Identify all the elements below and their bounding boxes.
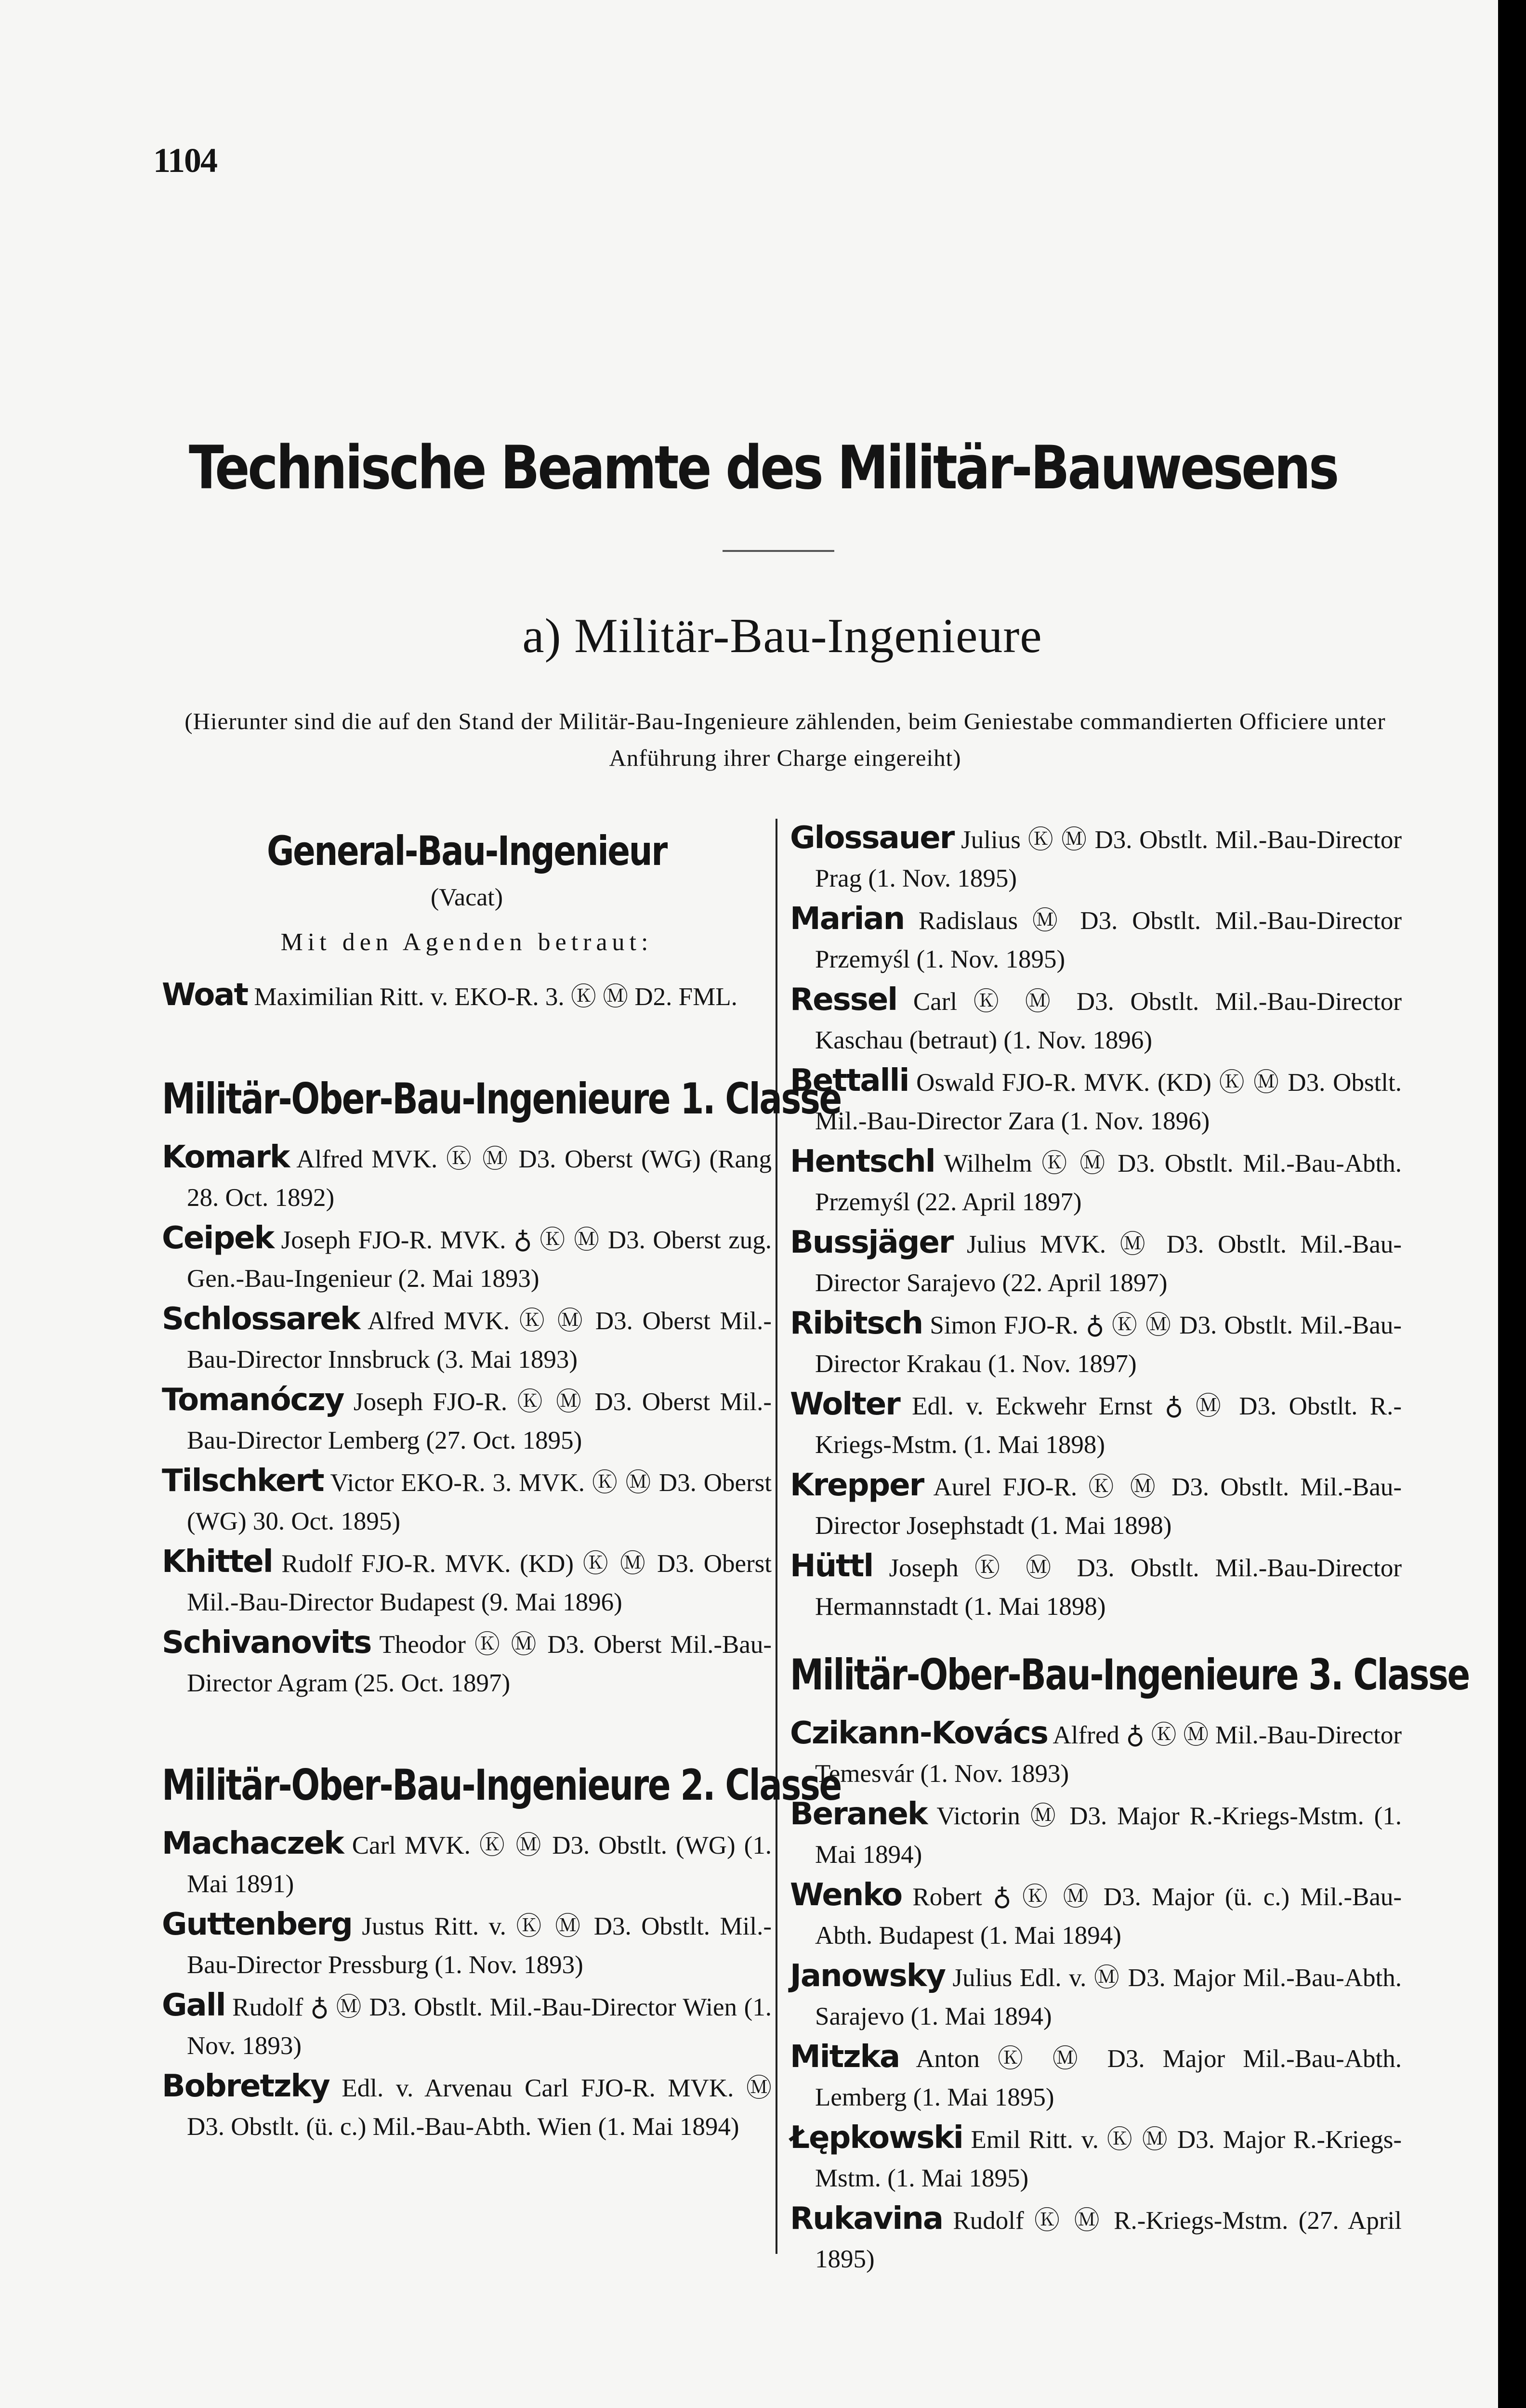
entry-name: Wenko — [790, 1877, 902, 1913]
list-item — [790, 1547, 1402, 1626]
class1-list — [162, 1138, 772, 1702]
list-item — [790, 2119, 1402, 2198]
entry-text: Simon FJO-R. ♁ Ⓚ Ⓜ D3. Obstlt. Mil.-Bau-Director Krakau (1. Nov. 1897) — [815, 1311, 1402, 1378]
entry-name: Janowsky — [790, 1958, 946, 1994]
entry-text: Anton Ⓚ Ⓜ D3. Major Mil.-Bau-Abth. Lemberg (1. Mai 1895) — [815, 2045, 1402, 2111]
entry-name: Mitzka — [790, 2039, 900, 2075]
title-divider — [723, 550, 834, 552]
entry-text: Alfred MVK. Ⓚ Ⓜ D3. Oberst (WG) (Rang 28. Oct. 1892) — [187, 1145, 772, 1212]
entry-text: Aurel FJO-R. Ⓚ Ⓜ D3. Obstlt. Mil.-Bau-Director Josephstadt (1. Mai 1898) — [815, 1473, 1402, 1540]
list-item — [790, 2199, 1402, 2278]
entry-text: Alfred ♁ Ⓚ Ⓜ Mil.-Bau-Director Temesvár (1. Nov. 1893) — [815, 1721, 1402, 1788]
entry-text: Victor EKO-R. 3. MVK. Ⓚ Ⓜ D3. Oberst (WG) 30. Oct. 1895) — [187, 1469, 772, 1535]
list-item — [790, 1304, 1402, 1383]
entry-name: Ribitsch — [790, 1306, 923, 1341]
entry-name: Komark — [162, 1139, 289, 1175]
intro-note: (Hierunter sind die auf den Stand der Militär-Bau-Ingenieure zählenden, beim Geniestabe commandierten Officiere unter Anführung ihrer Charge eingereiht) — [184, 708, 1386, 771]
entry-text: Carl MVK. Ⓚ Ⓜ D3. Obstlt. (WG) (1. Mai 1891) — [187, 1832, 772, 1898]
entry-name: Beranek — [790, 1796, 927, 1832]
class2-heading: Militär-Ober-Bau-Ingenieure 2. Classe — [162, 1760, 841, 1810]
list-item — [790, 819, 1402, 898]
entry-text: Maximilian Ritt. v. EKO-R. 3. Ⓚ Ⓜ D2. FML. — [254, 983, 737, 1011]
entry-text: Joseph FJO-R. MVK. ♁ Ⓚ Ⓜ D3. Oberst zug. Gen.-Bau-Ingenieur (2. Mai 1893) — [187, 1226, 772, 1293]
entry-name: Ceipek — [162, 1220, 274, 1256]
entry-name: Bussjäger — [790, 1225, 953, 1260]
entry-name: Schivanovits — [162, 1625, 371, 1661]
entry-text: Wilhelm Ⓚ Ⓜ D3. Obstlt. Mil.-Bau-Abth. Przemyśl (22. April 1897) — [815, 1150, 1402, 1216]
entry-name: Gall — [162, 1988, 225, 2023]
entry-text: Julius Edl. v. Ⓜ D3. Major Mil.-Bau-Abth. Sarajevo (1. Mai 1894) — [815, 1964, 1402, 2030]
list-item — [162, 1138, 772, 1217]
general-heading: General-Bau-Ingenieur — [267, 827, 667, 875]
entry-name: Tomanóczy — [162, 1382, 344, 1418]
class3-heading: Militär-Ober-Bau-Ingenieure 3. Classe — [790, 1650, 1469, 1700]
entry-name: Marian — [790, 901, 905, 937]
entry-text: Alfred MVK. Ⓚ Ⓜ D3. Oberst Mil.-Bau-Director Innsbruck (3. Mai 1893) — [187, 1307, 772, 1374]
list-item — [162, 1623, 772, 1702]
entry-text: Justus Ritt. v. Ⓚ Ⓜ D3. Obstlt. Mil.-Bau-Director Pressburg (1. Nov. 1893) — [187, 1912, 772, 1979]
entry-text: Rudolf Ⓚ Ⓜ R.-Kriegs-Mstm. (27. April 1895) — [815, 2207, 1402, 2273]
entry-name: Wolter — [790, 1387, 900, 1422]
class2-cont-list — [790, 819, 1402, 1626]
entry-text: Joseph FJO-R. Ⓚ Ⓜ D3. Oberst Mil.-Bau-Director Lemberg (27. Oct. 1895) — [187, 1388, 772, 1454]
vacat-note: (Vacat) — [430, 884, 503, 911]
entry-name: Czikann-Kovács — [790, 1715, 1048, 1751]
entry-text: Victorin Ⓜ D3. Major R.-Kriegs-Mstm. (1. Mai 1894) — [815, 1802, 1402, 1869]
entry-name: Bobretzky — [162, 2068, 329, 2104]
list-item — [790, 1142, 1402, 1221]
agenden-note: Mit den Agenden betraut: — [280, 929, 653, 956]
list-item — [790, 2038, 1402, 2117]
entry-name: Guttenberg — [162, 1907, 352, 1942]
entry-text: Robert ♁ Ⓚ Ⓜ D3. Major (ü. c.) Mil.-Bau-Abth. Budapest (1. Mai 1894) — [815, 1883, 1402, 1950]
class1-heading: Militär-Ober-Bau-Ingenieure 1. Classe — [162, 1074, 841, 1124]
entry-text: Theodor Ⓚ Ⓜ D3. Oberst Mil.-Bau-Director Agram (25. Oct. 1897) — [187, 1631, 772, 1697]
column-divider — [776, 819, 777, 2254]
section-subtitle: a) Militär-Bau-Ingenieure — [522, 609, 1042, 663]
entry-name: Krepper — [790, 1467, 924, 1503]
entry-name: Glossauer — [790, 820, 954, 856]
entry-text: Emil Ritt. v. Ⓚ Ⓜ D3. Major R.-Kriegs-Mstm. (1. Mai 1895) — [815, 2126, 1402, 2192]
entry-name: Woat — [162, 977, 248, 1013]
entry-name: Bettalli — [790, 1063, 909, 1099]
right-column — [790, 819, 1469, 2280]
list-item — [790, 1795, 1402, 1874]
list-item — [790, 1385, 1402, 1464]
list-item — [162, 1986, 772, 2065]
entry-name: Hüttl — [790, 1548, 873, 1584]
entry-name: Rukavina — [790, 2201, 943, 2237]
entry-name: Khittel — [162, 1544, 273, 1580]
list-item — [162, 1219, 772, 1298]
entry-text: Rudolf FJO-R. MVK. (KD) Ⓚ Ⓜ D3. Oberst Mil.-Bau-Director Budapest (9. Mai 1896) — [187, 1550, 772, 1616]
entry-name: Schlossarek — [162, 1301, 360, 1337]
list-item — [162, 976, 772, 1016]
list-item — [790, 1466, 1402, 1545]
entry-text: Joseph Ⓚ Ⓜ D3. Obstlt. Mil.-Bau-Director Hermannstadt (1. Mai 1898) — [815, 1554, 1402, 1621]
entry-name: Ressel — [790, 982, 897, 1018]
page-title: Technische Beamte des Militär-Bauwesens — [188, 433, 1338, 503]
entry-name: Łępkowski — [790, 2120, 963, 2156]
list-item — [162, 1381, 772, 1460]
class2-list — [162, 1824, 772, 2146]
entry-text: Julius Ⓚ Ⓜ D3. Obstlt. Mil.-Bau-Director Prag (1. Nov. 1895) — [815, 826, 1402, 892]
entry-name: Hentschl — [790, 1144, 935, 1179]
list-item — [162, 1462, 772, 1541]
list-item — [790, 1714, 1402, 1793]
list-item — [790, 1061, 1402, 1140]
list-item — [790, 1876, 1402, 1955]
class3-list — [790, 1714, 1402, 2278]
list-item — [162, 1905, 772, 1984]
list-item — [162, 1824, 772, 1903]
page-number: 1104 — [153, 141, 217, 180]
list-item — [790, 1957, 1402, 2036]
entry-text: Carl Ⓚ Ⓜ D3. Obstlt. Mil.-Bau-Director Kaschau (betraut) (1. Nov. 1896) — [815, 988, 1402, 1054]
entry-text: Radislaus Ⓜ D3. Obstlt. Mil.-Bau-Director Przemyśl (1. Nov. 1895) — [815, 907, 1402, 973]
entry-text: Edl. v. Arvenau Carl FJO-R. MVK. Ⓜ D3. Obstlt. (ü. c.) Mil.-Bau-Abth. Wien (1. Mai 1894) — [187, 2074, 772, 2141]
list-item — [162, 1300, 772, 1379]
entry-name: Machaczek — [162, 1826, 343, 1861]
entry-text: Oswald FJO-R. MVK. (KD) Ⓚ Ⓜ D3. Obstlt. Mil.-Bau-Director Zara (1. Nov. 1896) — [815, 1069, 1402, 1135]
scan-edge — [1498, 0, 1526, 2408]
entry-text: Edl. v. Eckwehr Ernst ♁ Ⓜ D3. Obstlt. R.-Kriegs-Mstm. (1. Mai 1898) — [815, 1392, 1402, 1459]
entry-name: Tilschkert — [162, 1463, 324, 1499]
entry-text: Julius MVK. Ⓜ D3. Obstlt. Mil.-Bau-Director Sarajevo (22. April 1897) — [815, 1230, 1402, 1297]
list-item — [790, 900, 1402, 979]
list-item — [790, 981, 1402, 1060]
list-item — [790, 1223, 1402, 1302]
entry-text: Rudolf ♁ Ⓜ D3. Obstlt. Mil.-Bau-Director Wien (1. Nov. 1893) — [187, 1993, 772, 2060]
list-item — [162, 1543, 772, 1622]
list-item — [162, 2067, 772, 2146]
